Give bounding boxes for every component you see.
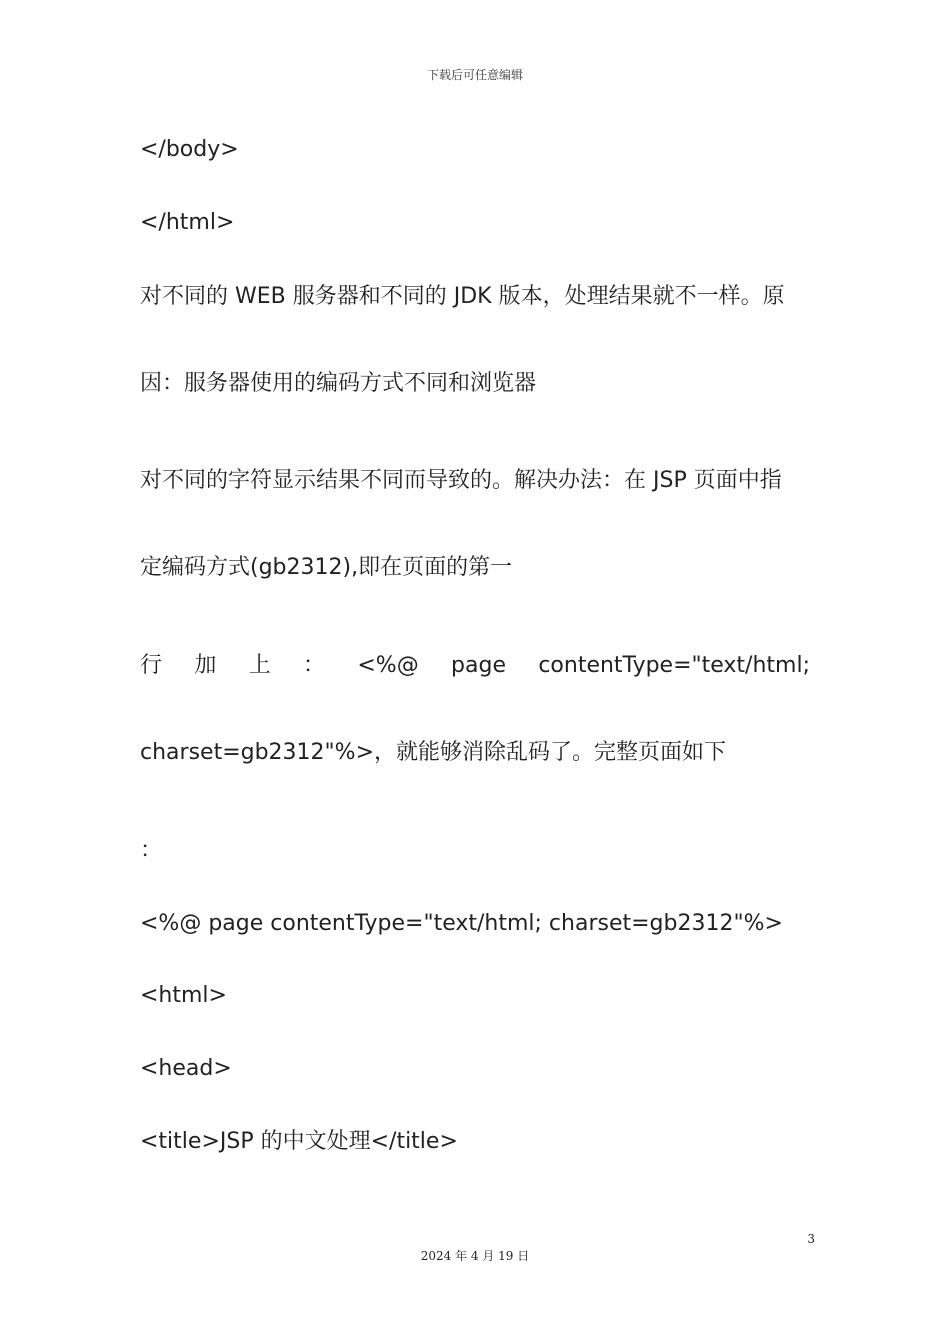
- justified-word: 上: [248, 653, 271, 678]
- text-line-paragraph-1: 对不同的 WEB 服务器和不同的 JDK 版本，处理结果就不一样。原: [140, 284, 785, 309]
- code-line-page-directive: <%@ page contentType="text/html; charset=gb2312"%>: [140, 911, 783, 936]
- justified-word: <%@: [357, 653, 419, 678]
- code-line-html-open: <html>: [140, 983, 227, 1008]
- text-line-justified: [140, 651, 810, 681]
- text-line-paragraph-3: 对不同的字符显示结果不同而导致的。解决办法：在 JSP 页面中指: [140, 468, 782, 493]
- text-line-paragraph-4: 定编码方式(gb2312),即在页面的第一: [140, 555, 513, 580]
- justified-word: 加: [194, 653, 217, 678]
- page-footer-date: 2024 年 4 月 19 日: [420, 1249, 530, 1263]
- text-line-colon: ：: [140, 838, 163, 863]
- text-line-paragraph-6: charset=gb2312"%>，就能够消除乱码了。完整页面如下: [140, 740, 726, 765]
- text-line-html-close: </html>: [140, 210, 235, 235]
- page-header: 下载后可任意编辑: [426, 68, 523, 82]
- justified-word: contentType="text/html;: [538, 653, 810, 678]
- justified-word: ：: [303, 653, 326, 678]
- page-number: 3: [807, 1232, 815, 1246]
- text-line-body-close: </body>: [140, 137, 239, 162]
- justified-word: page: [451, 653, 506, 678]
- justified-word: 行: [140, 653, 163, 678]
- code-line-head-open: <head>: [140, 1056, 232, 1081]
- code-line-title: <title>JSP 的中文处理</title>: [140, 1129, 458, 1154]
- text-line-paragraph-2: 因：服务器使用的编码方式不同和浏览器: [140, 371, 537, 396]
